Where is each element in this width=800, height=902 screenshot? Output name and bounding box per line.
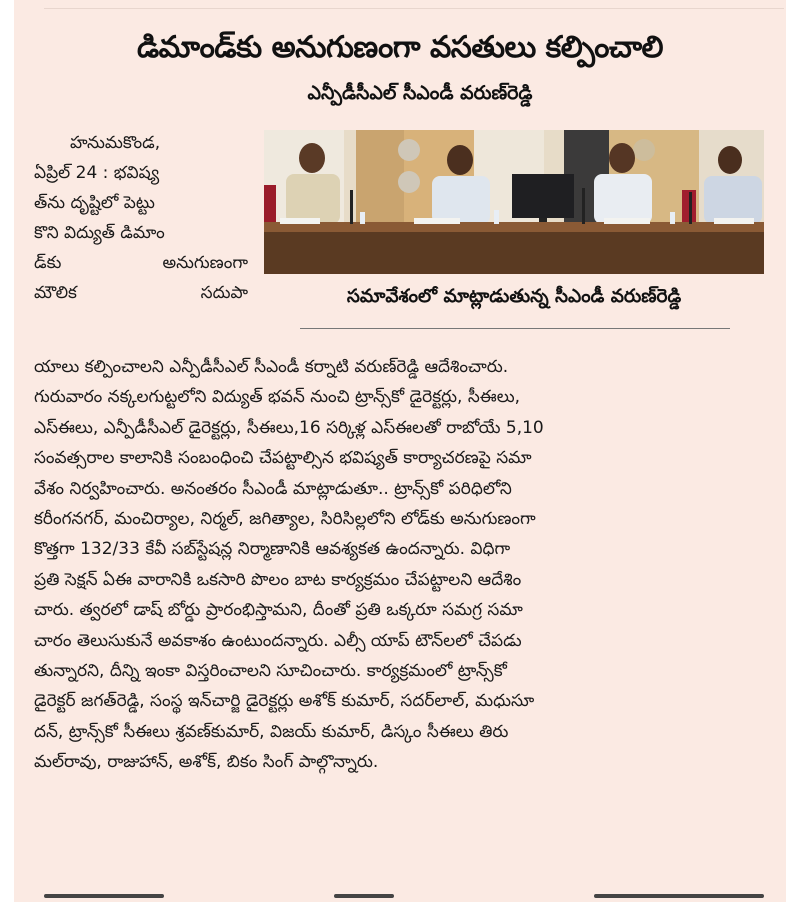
body-line: ప్రతి సెక్షన్ ఏఈ వారానికి ఒకసారి పొలం బాట కార్యక్రమం చేపట్టాలని ఆదేశిం	[34, 569, 522, 590]
intro-column	[34, 128, 248, 308]
intro-word: సదుపా	[200, 283, 248, 303]
photo-caption: సమావేశంలో మాట్లాడుతున్న సీఎండీ వరుణ్‌రెడ్డి	[346, 286, 682, 307]
body-line: సంవత్సరాల కాలానికి సంబంధించి చేపట్టాల్సిన భవిష్యత్ కార్యాచరణపై సమా	[34, 448, 532, 469]
intro-word: మౌలిక	[34, 283, 77, 303]
caption-divider	[300, 328, 730, 329]
body-line: డైరెక్టర్ జగత్‌రెడ్డి, సంస్థ ఇన్‌చార్జి డైరెక్టర్లు అశోక్ కుమార్, సదర్‌లాల్, మధుసూ	[34, 691, 535, 712]
intro-line: కొని విద్యుత్ డిమాం	[34, 223, 165, 243]
body-line: ఎస్ఈలు, ఎన్పీడీసీఎల్ డైరెక్టర్లు, సీఈలు,16 సర్కిళ్ల ఎస్ఈలతో రాబోయే 5,10	[34, 417, 544, 438]
intro-line: త్‌ను దృష్టిలో పెట్టు	[34, 193, 155, 213]
headline: డిమాండ్‌కు అనుగుణంగా వసతులు కల్పించాలి	[136, 30, 664, 65]
body-line: యాలు కల్పించాలని ఎన్పీడీసీఎల్ సీఎండీ కర్నాటి వరుణ్‌రెడ్డి ఆదేశించారు.	[34, 357, 509, 377]
body-line: చారం తెలుసుకునే అవకాశం ఉంటుందన్నారు. ఎల్సీ యాప్ టౌన్‌లలో చేపడు	[34, 630, 522, 651]
body-line: కొత్తగా 132/33 కేవీ సబ్‌స్టేషన్ల నిర్మాణానికి ఆవశ్యకత ఉందన్నారు. విధిగా	[34, 539, 511, 560]
body-line: చారు. త్వరలో డాష్ బోర్డు ప్రారంభిస్తామని, దీంతో ప్రతి ఒక్కరూ సమగ్ర సమా	[34, 600, 523, 621]
body-line: కరీంగనగర్, మంచిర్యాల, నిర్మల్, జగిత్యాల, సిరిసిల్లలోని లోడ్‌కు అనుగుణంగా	[34, 509, 536, 530]
meeting-photo-illustration	[264, 130, 764, 274]
dateline: హనుమకొండ,	[70, 133, 161, 153]
subheadline: ఎన్పీడీసీఎల్ సీఎండీ వరుణ్‌రెడ్డి	[307, 82, 533, 104]
intro-line	[34, 248, 248, 278]
article-body	[34, 352, 772, 778]
next-article-cut-edge	[34, 892, 774, 902]
intro-line: ఏప్రిల్ 24 : భవిష్య	[34, 163, 160, 183]
intro-word: డ్‌కు	[34, 253, 62, 273]
body-line: వేశం నిర్వహించారు. అనంతరం సీఎండీ మాట్లాడుతూ.. ట్రాన్స్‌కో పరిధిలోని	[34, 478, 512, 499]
body-line: గురువారం నక్కలగుట్టలోని విద్యుత్ భవన్ నుంచి ట్రాన్స్‌కో డైరెక్టర్లు, సీఈలు,	[34, 387, 521, 408]
newspaper-clipping	[14, 0, 786, 902]
body-line: తున్నారని, దీన్ని ఇంకా విస్తరించాలని సూచించారు. కార్యక్రమంలో ట్రాన్స్‌కో	[34, 661, 507, 682]
body-line: దన్, ట్రాన్స్‌కో సీఈలు శ్రవణ్‌కుమార్, విజయ్ కుమార్, డిస్కం సీఈలు తిరు	[34, 721, 509, 742]
intro-line	[34, 278, 248, 308]
previous-article-cut-edge	[44, 0, 784, 9]
intro-word: అనుగుణంగా	[162, 253, 248, 273]
body-line: మల్‌రావు, రాజుహాన్, అశోక్, బికం సింగ్ పాల్గొన్నారు.	[34, 752, 379, 773]
meeting-photo	[264, 130, 764, 274]
